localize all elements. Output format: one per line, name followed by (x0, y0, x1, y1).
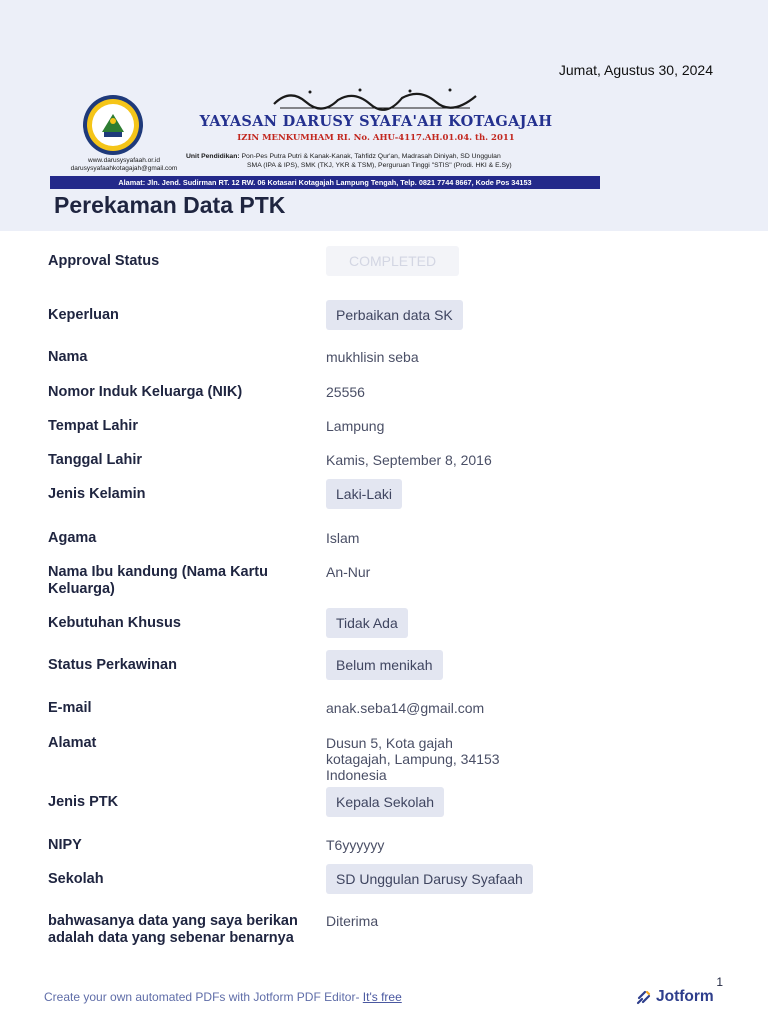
field-label: Alamat (48, 735, 97, 751)
submission-date: Jumat, Agustus 30, 2024 (558, 62, 713, 78)
field-value-chip: Laki-Laki (326, 479, 402, 509)
jotform-brand-text: Jotform (656, 988, 714, 1005)
footer-promo: Create your own automated PDFs with Jotform PDF Editor- It's free (44, 990, 402, 1004)
field-label: Kebutuhan Khusus (48, 615, 181, 631)
field-value-chip: Belum menikah (326, 650, 443, 680)
field-label: Nomor Induk Keluarga (NIK) (48, 384, 243, 400)
field-value: Kamis, September 8, 2016 (326, 452, 492, 468)
field-value: T6yyyyyy (326, 837, 385, 853)
field-label: Status Perkawinan (48, 657, 177, 673)
page-title: Perekaman Data PTK (54, 192, 286, 218)
letterhead-license: IZIN MENKUMHAM RI. No. AHU-4117.AH.01.04. th. 2011 (237, 133, 515, 143)
field-value: Dusun 5, Kota gajah kotagajah, Lampung, 34153 Indonesia (326, 735, 500, 783)
field-label: Tanggal Lahir (48, 452, 142, 468)
field-label: Jenis Kelamin (48, 486, 146, 502)
letterhead-units: Unit Pendidikan: Pon-Pes Putra Putri & Kanak-Kanak, Tahfidz Qur'an, Madrasah Diniyah, SD Unggulan SMA (IPA & IPS), SMK (TKJ, YKR & TSM), Perguruan Tinggi "STIS" (Prodi. HKI & E.Sy) (186, 153, 512, 169)
field-value-chip: Kepala Sekolah (326, 787, 444, 817)
free-link[interactable]: It's free (362, 990, 402, 1004)
jotform-icon (636, 989, 652, 1005)
field-label: Agama (48, 530, 97, 546)
letterhead-title: YAYASAN DARUSY SYAFA'AH KOTAGAJAH (199, 113, 553, 130)
jotform-logo[interactable] (636, 987, 714, 1007)
letterhead-contact: www.darusysyafaah.or.id darusysyafaahkotagajah@gmail.com (70, 157, 178, 172)
letterhead-address: Alamat: Jln. Jend. Sudirman RT. 12 RW. 06 Kotasari Kotagajah Lampung Tengah, Telp. 0821 7744 8667, Kode Pos 34153 (50, 176, 600, 189)
arabic-calligraphy-icon (270, 84, 480, 112)
field-label: Tempat Lahir (48, 418, 138, 434)
field-label: NIPY (48, 837, 82, 853)
field-label: Jenis PTK (48, 794, 119, 810)
foundation-emblem-icon (80, 94, 146, 156)
field-label: Sekolah (48, 871, 104, 887)
field-value: Islam (326, 530, 360, 546)
field-label: Approval Status (48, 253, 160, 269)
field-label: Nama Ibu kandung (Nama Kartu Keluarga) (48, 564, 268, 597)
field-value-chip: SD Unggulan Darusy Syafaah (326, 864, 533, 894)
field-value: mukhlisin seba (326, 349, 419, 365)
document-header (0, 0, 768, 231)
page-number: 1 (716, 975, 723, 989)
field-value: Lampung (326, 418, 385, 434)
field-value-chip: Perbaikan data SK (326, 300, 463, 330)
field-label: Keperluan (48, 307, 119, 323)
field-label: E-mail (48, 700, 92, 716)
field-value: An-Nur (326, 564, 371, 580)
field-value: Diterima (326, 913, 379, 929)
field-label: Nama (48, 349, 88, 365)
status-badge: COMPLETED (326, 246, 459, 276)
field-value-chip: Tidak Ada (326, 608, 408, 638)
field-value: anak.seba14@gmail.com (326, 700, 485, 716)
field-value: 25556 (326, 384, 365, 400)
letterhead (50, 84, 600, 190)
field-label: bahwasanya data yang saya berikan adalah data yang sebenar benarnya (48, 913, 298, 946)
